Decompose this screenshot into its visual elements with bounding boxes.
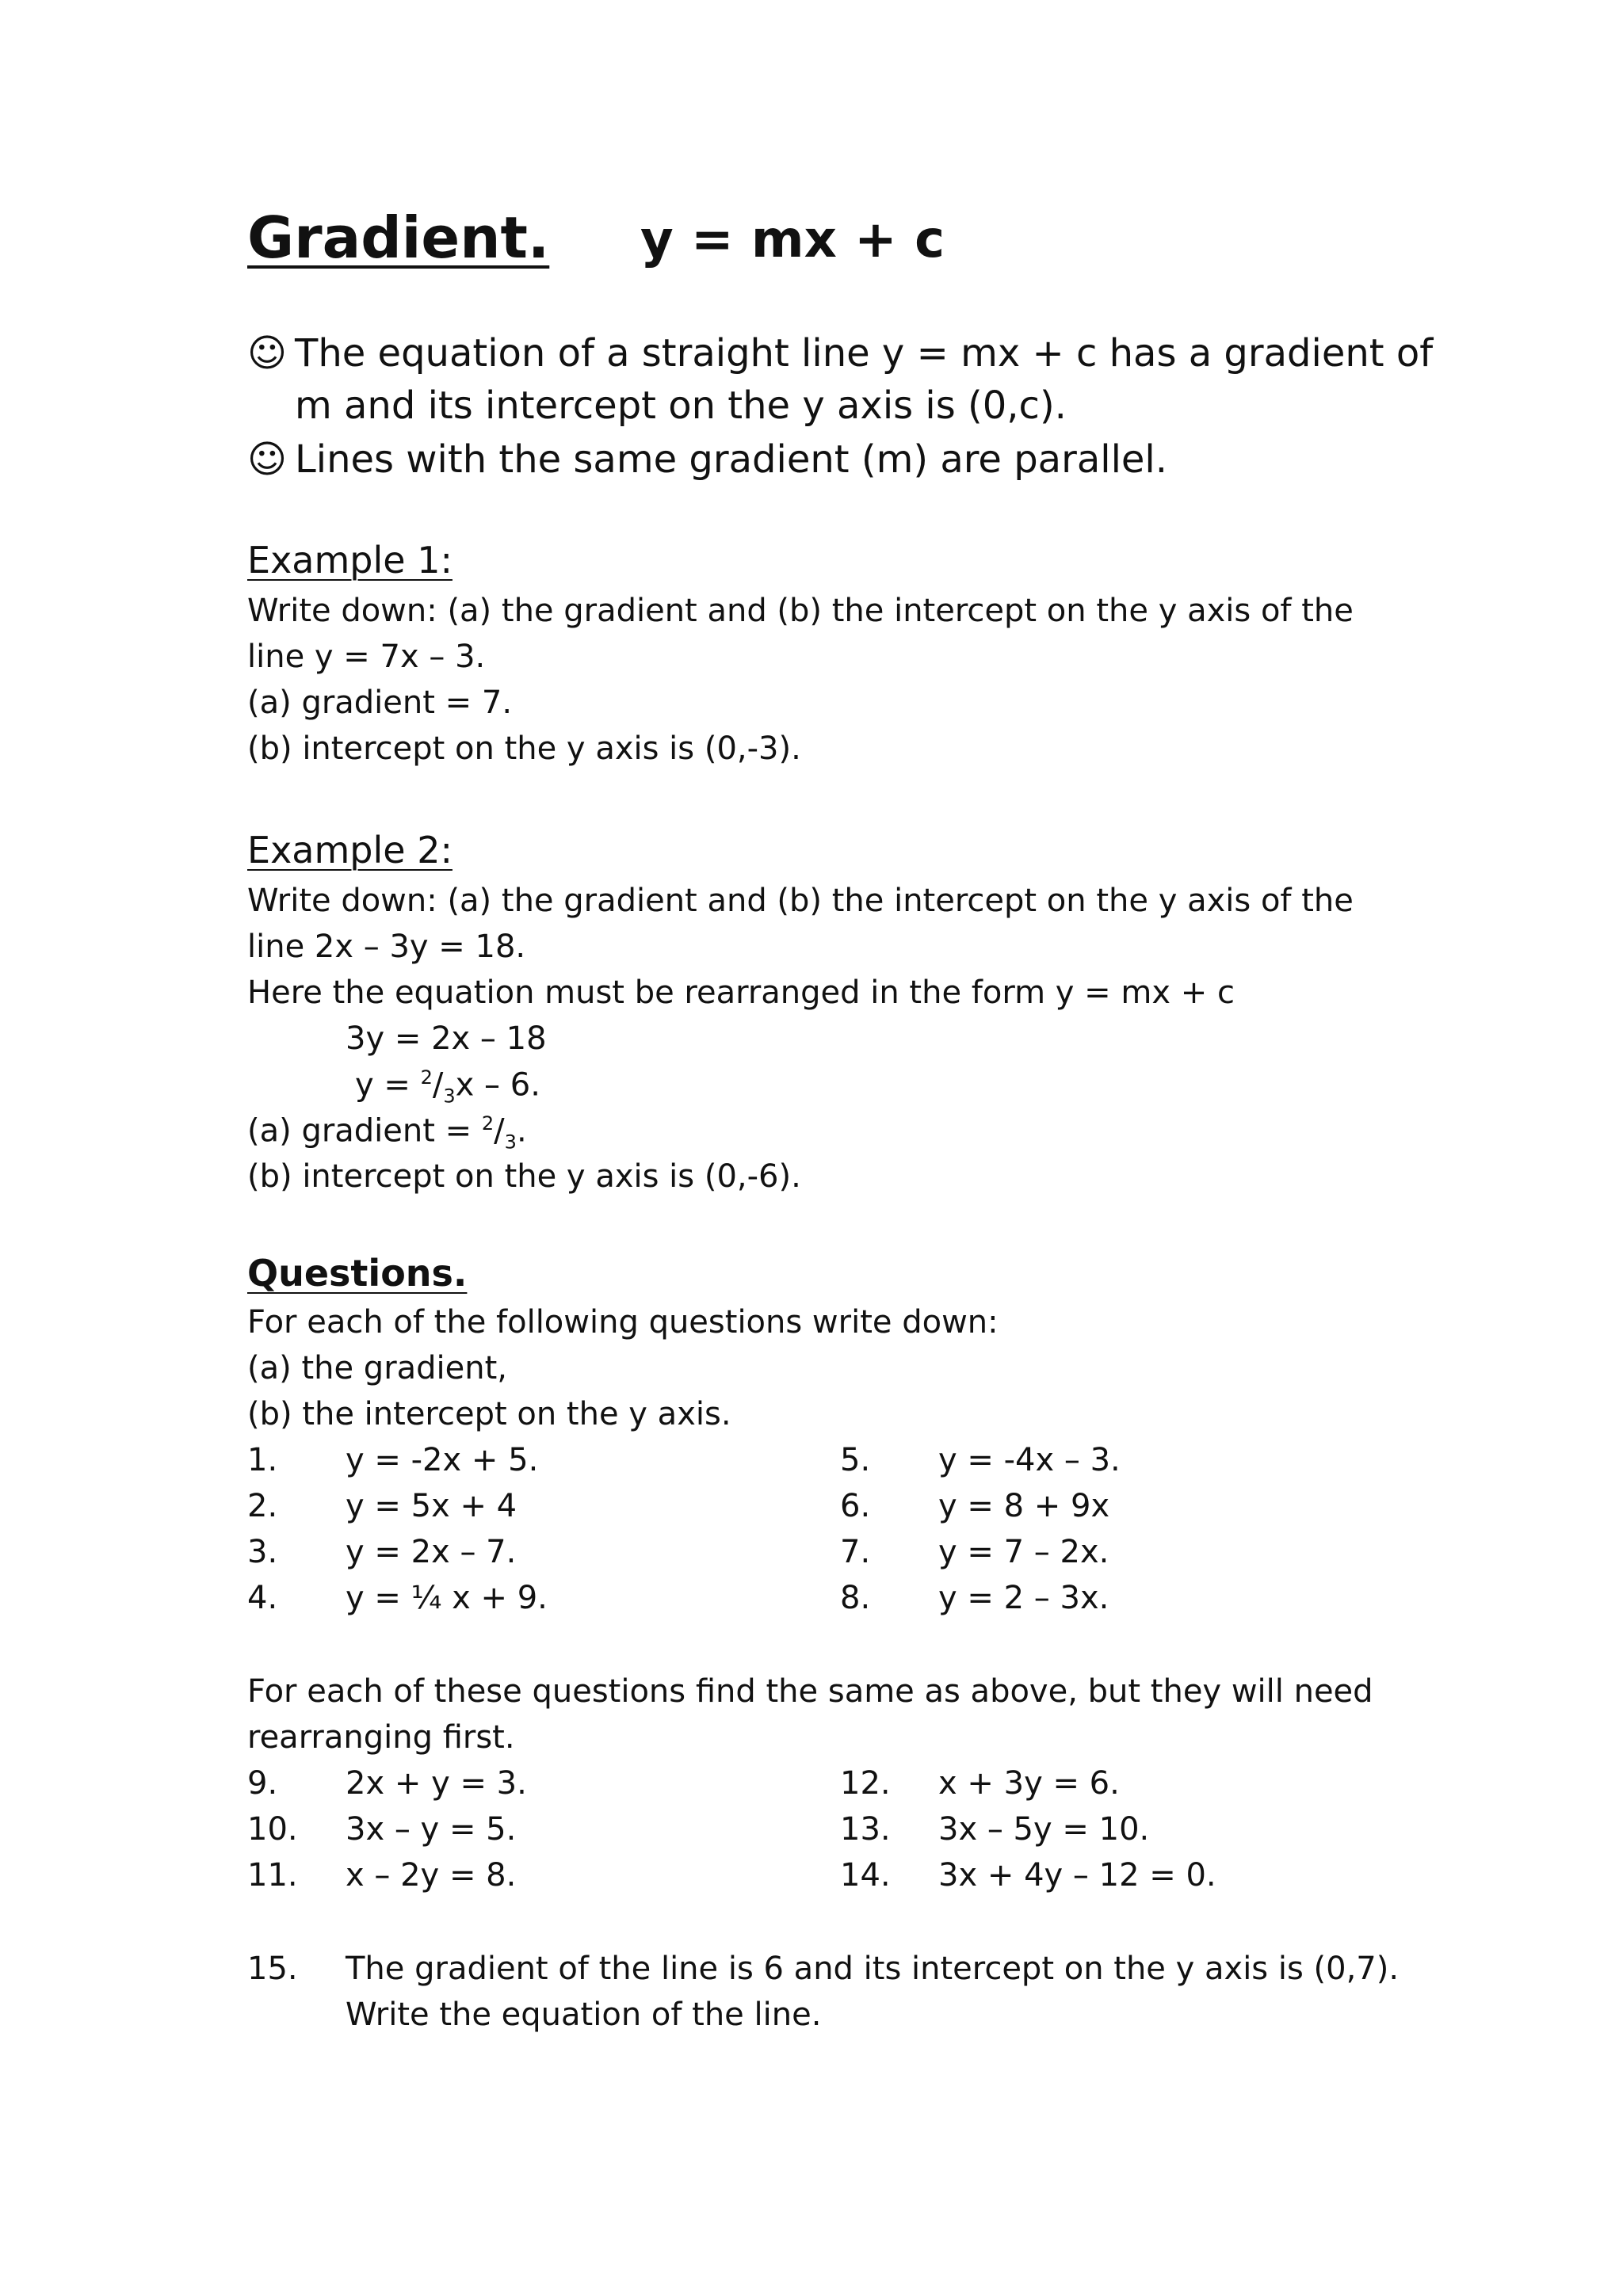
question-number: 9. — [247, 1765, 278, 1802]
question-number: 8. — [840, 1580, 871, 1616]
example-1-line: (b) intercept on the y axis is (0,-3). — [247, 730, 801, 767]
question-number: 5. — [840, 1442, 871, 1478]
smiley-icon: ☺ — [247, 331, 288, 376]
example-2-line: Here the equation must be rearranged in the form y = mx + c — [247, 974, 1235, 1011]
question-number: 4. — [247, 1580, 278, 1616]
step-2-prefix: y = — [355, 1066, 421, 1104]
question-number: 14. — [840, 1857, 891, 1894]
fraction-slash: / — [432, 1066, 444, 1104]
question-text: 3x – 5y = 10. — [938, 1811, 1150, 1848]
question-text: 3x + 4y – 12 = 0. — [938, 1857, 1216, 1894]
page-title: Gradient. — [247, 204, 550, 271]
fraction-numerator: 2 — [420, 1066, 433, 1089]
fraction-denominator: 3 — [504, 1131, 517, 1154]
fraction-denominator: 3 — [443, 1085, 456, 1108]
questions-heading: Questions. — [247, 1252, 468, 1295]
question-text: y = 2x – 7. — [346, 1534, 517, 1570]
question-15-line-2: Write the equation of the line. — [346, 1997, 822, 2033]
question-text: y = -2x + 5. — [346, 1442, 539, 1478]
question-number: 15. — [247, 1951, 298, 1987]
example-2-answer-a — [247, 1112, 527, 1153]
example-1-line: (a) gradient = 7. — [247, 685, 513, 721]
question-text: y = 2 – 3x. — [938, 1580, 1109, 1616]
questions-intro-line: (a) the gradient, — [247, 1350, 508, 1386]
example-1-heading: Example 1: — [247, 539, 453, 582]
question-text: y = -4x – 3. — [938, 1442, 1121, 1478]
questions-intro-line: For each of the following questions write down: — [247, 1304, 999, 1341]
question-number: 10. — [247, 1811, 298, 1848]
questions-intro-2-line: For each of these questions find the same as above, but they will need — [247, 1673, 1373, 1710]
answer-a-suffix: . — [516, 1112, 527, 1150]
question-text: y = 8 + 9x — [938, 1488, 1110, 1524]
bullet-1-line-2: m and its intercept on the y axis is (0,c). — [295, 383, 1067, 428]
example-2-heading: Example 2: — [247, 829, 453, 871]
question-text: y = 5x + 4 — [346, 1488, 517, 1524]
bullet-1 — [247, 331, 1433, 376]
question-number: 11. — [247, 1857, 298, 1894]
question-text: 2x + y = 3. — [346, 1765, 527, 1802]
example-2-answer-b: (b) intercept on the y axis is (0,-6). — [247, 1158, 801, 1195]
example-2-line: line 2x – 3y = 18. — [247, 929, 526, 965]
question-text: x – 2y = 8. — [346, 1857, 517, 1894]
example-2-step-2 — [355, 1066, 540, 1107]
question-text: 3x – y = 5. — [346, 1811, 517, 1848]
question-number: 7. — [840, 1534, 871, 1570]
question-number: 12. — [840, 1765, 891, 1802]
answer-a-prefix: (a) gradient = — [247, 1112, 482, 1150]
question-text: y = ¼ x + 9. — [346, 1580, 548, 1616]
question-number: 13. — [840, 1811, 891, 1848]
example-2-line: Write down: (a) the gradient and (b) the intercept on the y axis of the — [247, 883, 1354, 919]
title-formula: y = mx + c — [640, 211, 945, 269]
question-text: x + 3y = 6. — [938, 1765, 1120, 1802]
bullet-1-line-1: The equation of a straight line y = mx + c has a gradient of — [295, 331, 1434, 376]
bullet-2 — [247, 437, 1167, 482]
example-2-step-1: 3y = 2x – 18 — [346, 1020, 547, 1057]
question-number: 3. — [247, 1534, 278, 1570]
smiley-icon: ☺ — [247, 437, 288, 482]
bullet-2-line-1: Lines with the same gradient (m) are parallel. — [295, 437, 1168, 482]
example-1-line: line y = 7x – 3. — [247, 639, 486, 675]
example-1-line: Write down: (a) the gradient and (b) the intercept on the y axis of the — [247, 593, 1354, 629]
question-text: y = 7 – 2x. — [938, 1534, 1109, 1570]
question-15-line-1: The gradient of the line is 6 and its intercept on the y axis is (0,7). — [346, 1951, 1400, 1987]
question-number: 1. — [247, 1442, 278, 1478]
question-number: 2. — [247, 1488, 278, 1524]
questions-intro-line: (b) the intercept on the y axis. — [247, 1396, 731, 1432]
fraction-slash: / — [494, 1112, 505, 1150]
step-2-suffix: x – 6. — [455, 1066, 540, 1104]
fraction-numerator: 2 — [481, 1112, 495, 1135]
question-number: 6. — [840, 1488, 871, 1524]
questions-intro-2-line: rearranging first. — [247, 1719, 515, 1756]
